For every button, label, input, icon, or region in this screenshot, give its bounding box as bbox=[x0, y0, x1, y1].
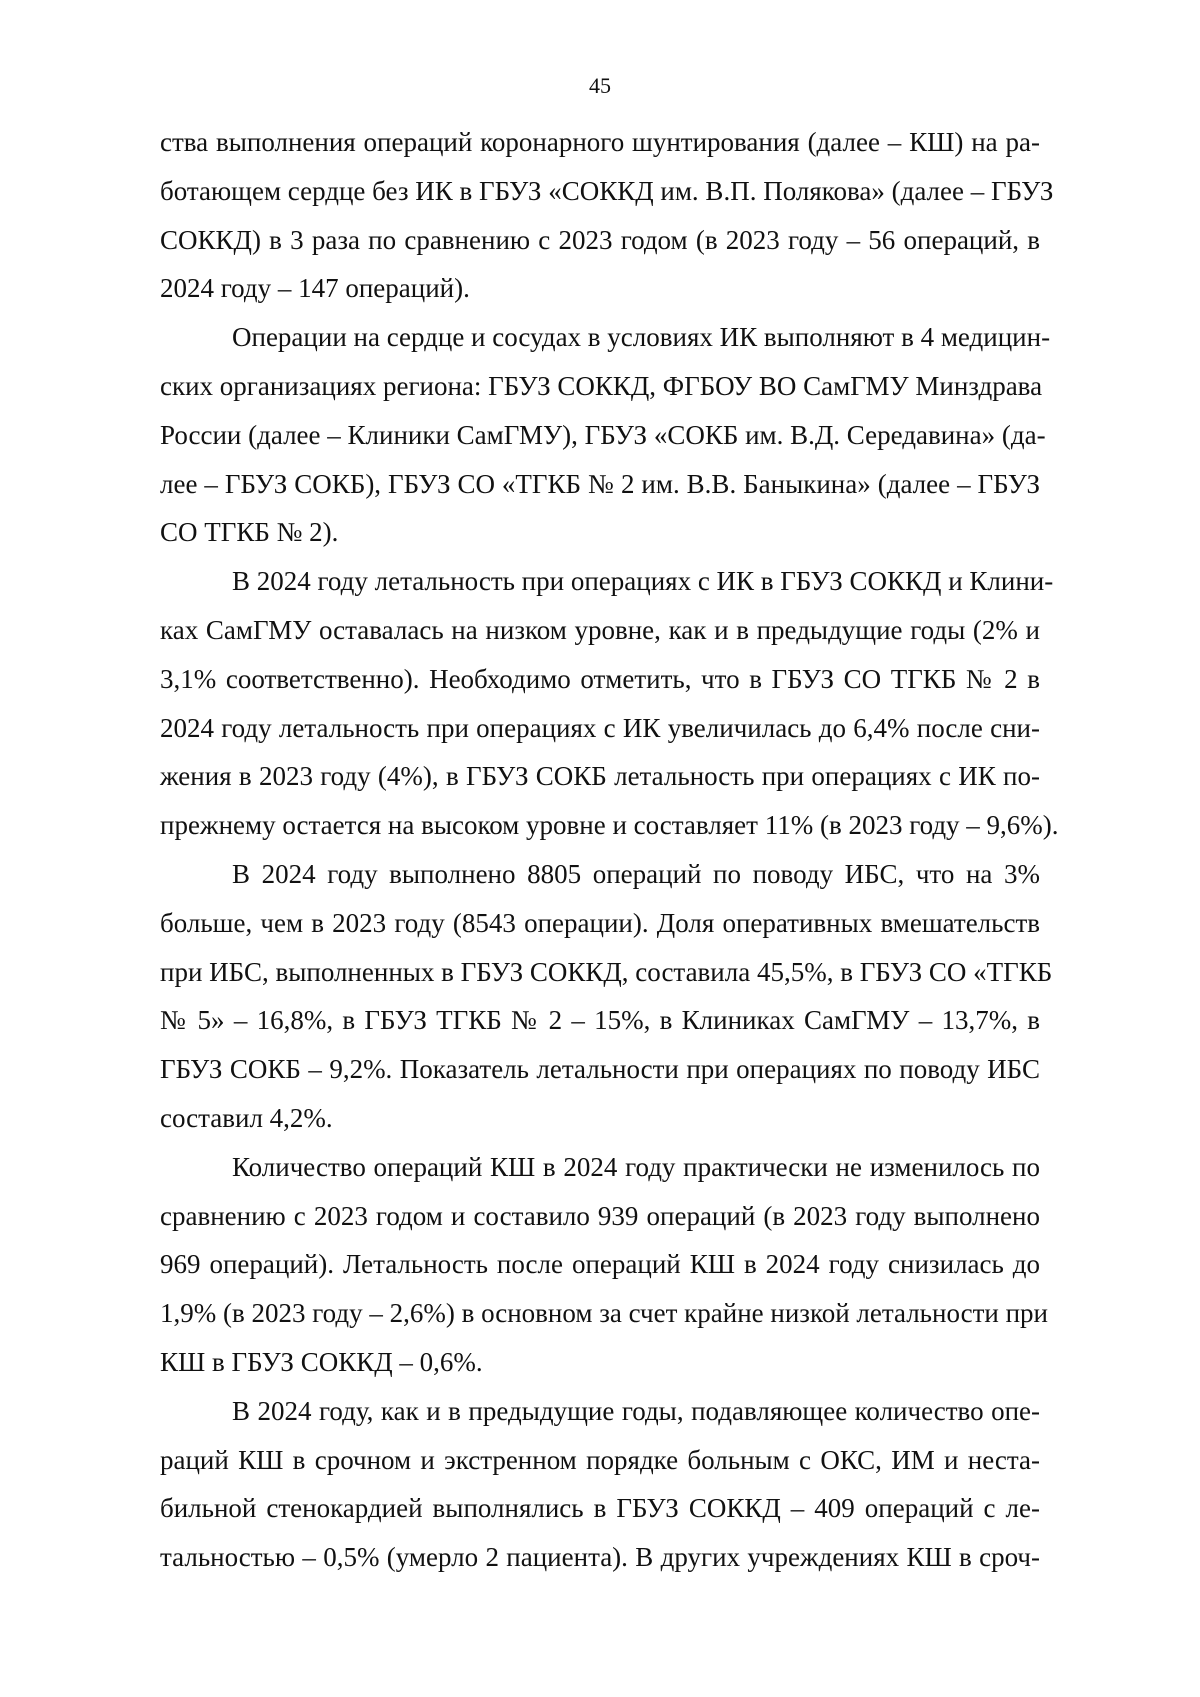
text-line: лее – ГБУЗ СОКБ), ГБУЗ СО «ТГКБ № 2 им. В.В. Баныкина» (далее – ГБУЗ bbox=[160, 468, 1040, 499]
text-line: при ИБС, выполненных в ГБУЗ СОККД, составила 45,5%, в ГБУЗ СО «ТГКБ bbox=[160, 956, 1053, 987]
text-line: В 2024 году выполнено 8805 операций по поводу ИБС, что на 3% bbox=[232, 858, 1040, 889]
text-line: ских организациях региона: ГБУЗ СОККД, ФГБОУ ВО СамГМУ Минздрава bbox=[160, 370, 1043, 401]
text-line: составил 4,2%. bbox=[160, 1102, 333, 1133]
text-line: прежнему остается на высоком уровне и составляет 11% (в 2023 году – 9,6%). bbox=[160, 810, 1059, 841]
text-line: ках СамГМУ оставалась на низком уровне, как и в предыдущие годы (2% и bbox=[160, 614, 1040, 645]
text-line: бильной стенокардией выполнялись в ГБУЗ СОККД – 409 операций с ле- bbox=[160, 1493, 1040, 1524]
text-line: 3,1% соответственно). Необходимо отметить, что в ГБУЗ СО ТГКБ № 2 в bbox=[160, 663, 1040, 694]
text-line: 1,9% (в 2023 году – 2,6%) в основном за счет крайне низкой летальности при bbox=[160, 1298, 1048, 1329]
text-line: 2024 году – 147 операций). bbox=[160, 273, 470, 304]
text-line: тальностью – 0,5% (умерло 2 пациента). В других учреждениях КШ в сроч- bbox=[160, 1542, 1040, 1573]
paragraph-2 bbox=[160, 313, 1051, 557]
text-line: больше, чем в 2023 году (8543 операции). Доля оперативных вмешательств bbox=[160, 907, 1040, 938]
page-number: 45 bbox=[589, 73, 611, 98]
text-line: КШ в ГБУЗ СОККД – 0,6%. bbox=[160, 1346, 483, 1377]
text-line: В 2024 году летальность при операциях с ИК в ГБУЗ СОККД и Клини- bbox=[232, 566, 1054, 597]
text-line: В 2024 году, как и в предыдущие годы, подавляющее количество опе- bbox=[232, 1395, 1040, 1426]
paragraph-3 bbox=[160, 557, 1059, 850]
text-line: Операции на сердце и сосудах в условиях ИК выполняют в 4 медицин- bbox=[232, 322, 1051, 353]
text-line: 969 операций). Летальность после операций КШ в 2024 году снизилась до bbox=[160, 1249, 1040, 1280]
text-line: ботающем сердце без ИК в ГБУЗ «СОККД им. В.П. Полякова» (далее – ГБУЗ bbox=[160, 175, 1054, 206]
text-line: Количество операций КШ в 2024 году практически не изменилось по bbox=[232, 1151, 1040, 1182]
text-line: жения в 2023 году (4%), в ГБУЗ СОКБ летальность при операциях с ИК по- bbox=[160, 761, 1040, 792]
text-line: ства выполнения операций коронарного шунтирования (далее – КШ) на ра- bbox=[160, 127, 1040, 157]
text-line: СОККД) в 3 раза по сравнению с 2023 годом (в 2023 году – 56 операций, в bbox=[160, 224, 1040, 255]
text-line: СО ТГКБ № 2). bbox=[160, 517, 339, 548]
paragraph-1 bbox=[160, 118, 1054, 313]
text-line: России (далее – Клиники СамГМУ), ГБУЗ «СОКБ им. В.Д. Середавина» (да- bbox=[160, 419, 1046, 450]
paragraph-6 bbox=[160, 1387, 1040, 1582]
text-line: 2024 году летальность при операциях с ИК увеличилась до 6,4% после сни- bbox=[160, 712, 1040, 743]
text-line: № 5» – 16,8%, в ГБУЗ ТГКБ № 2 – 15%, в Клиниках СамГМУ – 13,7%, в bbox=[160, 1005, 1040, 1036]
body-text bbox=[160, 118, 1059, 1582]
text-line: сравнению с 2023 годом и составило 939 операций (в 2023 году выполнено bbox=[160, 1200, 1040, 1231]
paragraph-4 bbox=[160, 850, 1053, 1143]
paragraph-5 bbox=[160, 1143, 1048, 1387]
text-line: ГБУЗ СОКБ – 9,2%. Показатель летальности при операциях по поводу ИБС bbox=[160, 1054, 1040, 1085]
text-line: раций КШ в срочном и экстренном порядке больным с ОКС, ИМ и неста- bbox=[160, 1444, 1040, 1475]
